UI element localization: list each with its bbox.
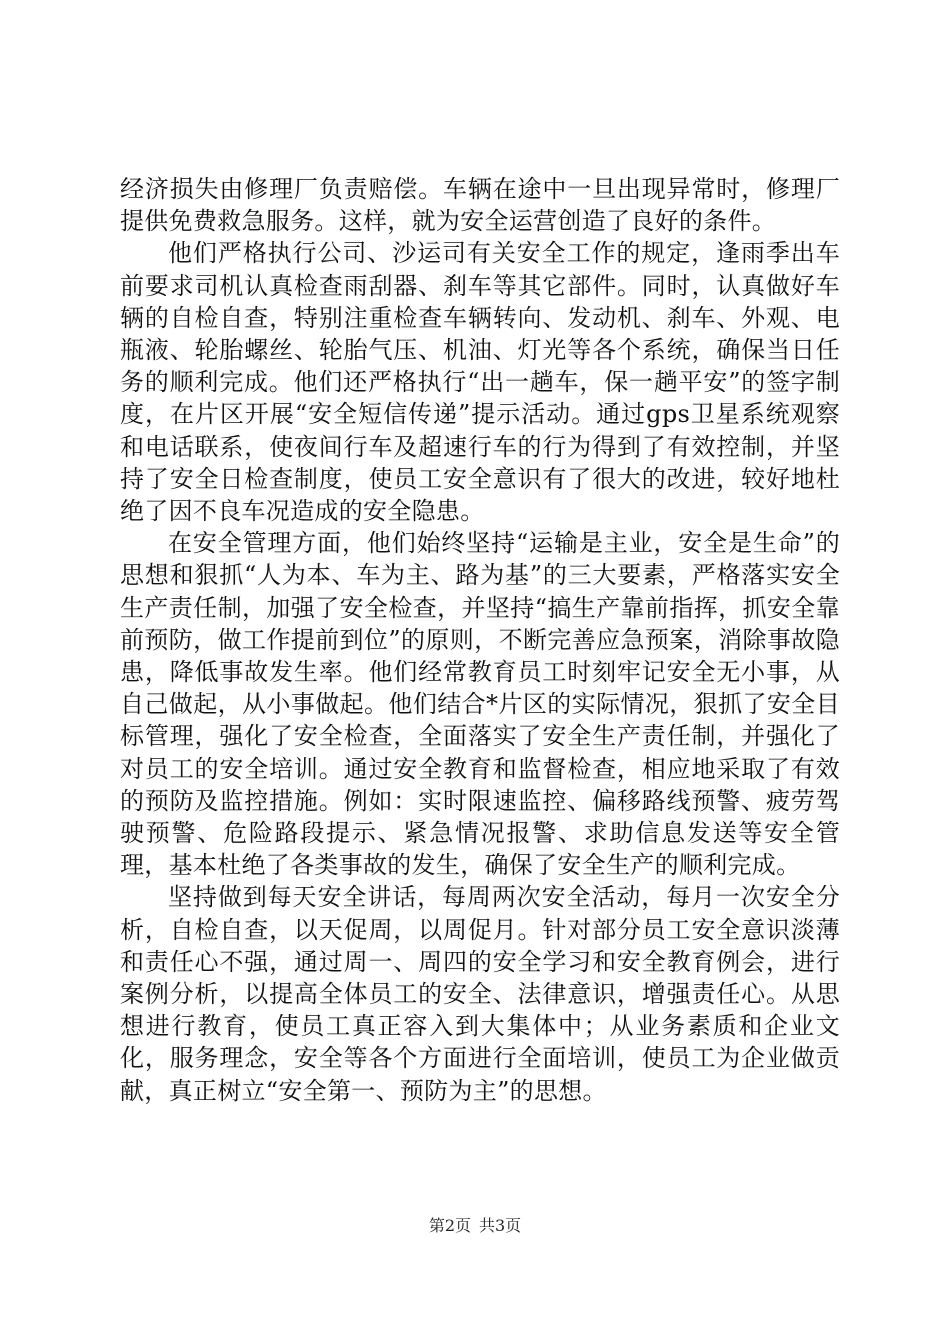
page-footer xyxy=(0,1216,950,1236)
paragraph: 坚持做到每天安全讲话，每周两次安全活动，每月一次安全分析，自检自查，以天促周，以周促月。针对部分员工安全意识淡薄和责任心不强，通过周一、周四的安全学习和安全教育例会，进行案例分析，以提高全体员工的安全、法律意识，增强责任心。从思想进行教育，使员工真正容入到大集体中；从业务素质和企业文化，服务理念，安全等各个方面进行全面培训，使员工为企业做贡献，真正树立“安全第一、预防为主”的思想。 xyxy=(120,883,840,1105)
page-total: 共3页 xyxy=(479,1216,522,1235)
paragraph: 在安全管理方面，他们始终坚持“运输是主业，安全是生命”的思想和狠抓“人为本、车为主、路为基”的三大要素，严格落实安全生产责任制，加强了安全检查，并坚持“搞生产靠前指挥，抓安全靠前预防，做工作提前到位”的原则，不断完善应急预案，消除事故隐患，降低事故发生率。他们经常教育员工时刻牢记安全无小事，从自己做起，从小事做起。他们结合*片区的实际情况，狠抓了安全目标管理，强化了安全检查，全面落实了安全生产责任制，并强化了对员工的安全培训。通过安全教育和监督检查，相应地采取了有效的预防及监控措施。例如：实时限速监控、偏移路线预警、疲劳驾驶预警、危险路段提示、紧急情况报警、求助信息发送等安全管理，基本杜绝了各类事故的发生，确保了安全生产的顺利完成。 xyxy=(120,529,840,880)
paragraph: 他们严格执行公司、沙运司有关安全工作的规定，逢雨季出车前要求司机认真检查雨刮器、刹车等其它部件。同时，认真做好车辆的自检自查，特别注重检查车辆转向、发动机、刹车、外观、电瓶液、轮胎螺丝、轮胎气压、机油、灯光等各个系统，确保当日任务的顺利完成。他们还严格执行“出一趟车，保一趟平安”的签字制度，在片区开展“安全短信传递”提示活动。通过gps卫星系统观察和电话联系，使夜间行车及超速行车的行为得到了有效控制，并坚持了安全日检查制度，使员工安全意识有了很大的改进，较好地杜绝了因不良车况造成的安全隐患。 xyxy=(120,239,840,526)
paragraph-continuation: 经济损失由修理厂负责赔偿。车辆在途中一旦出现异常时，修理厂提供免费救急服务。这样，就为安全运营创造了良好的条件。 xyxy=(120,175,840,236)
page-number: 第2页 xyxy=(428,1216,471,1235)
document-body xyxy=(120,173,840,1107)
